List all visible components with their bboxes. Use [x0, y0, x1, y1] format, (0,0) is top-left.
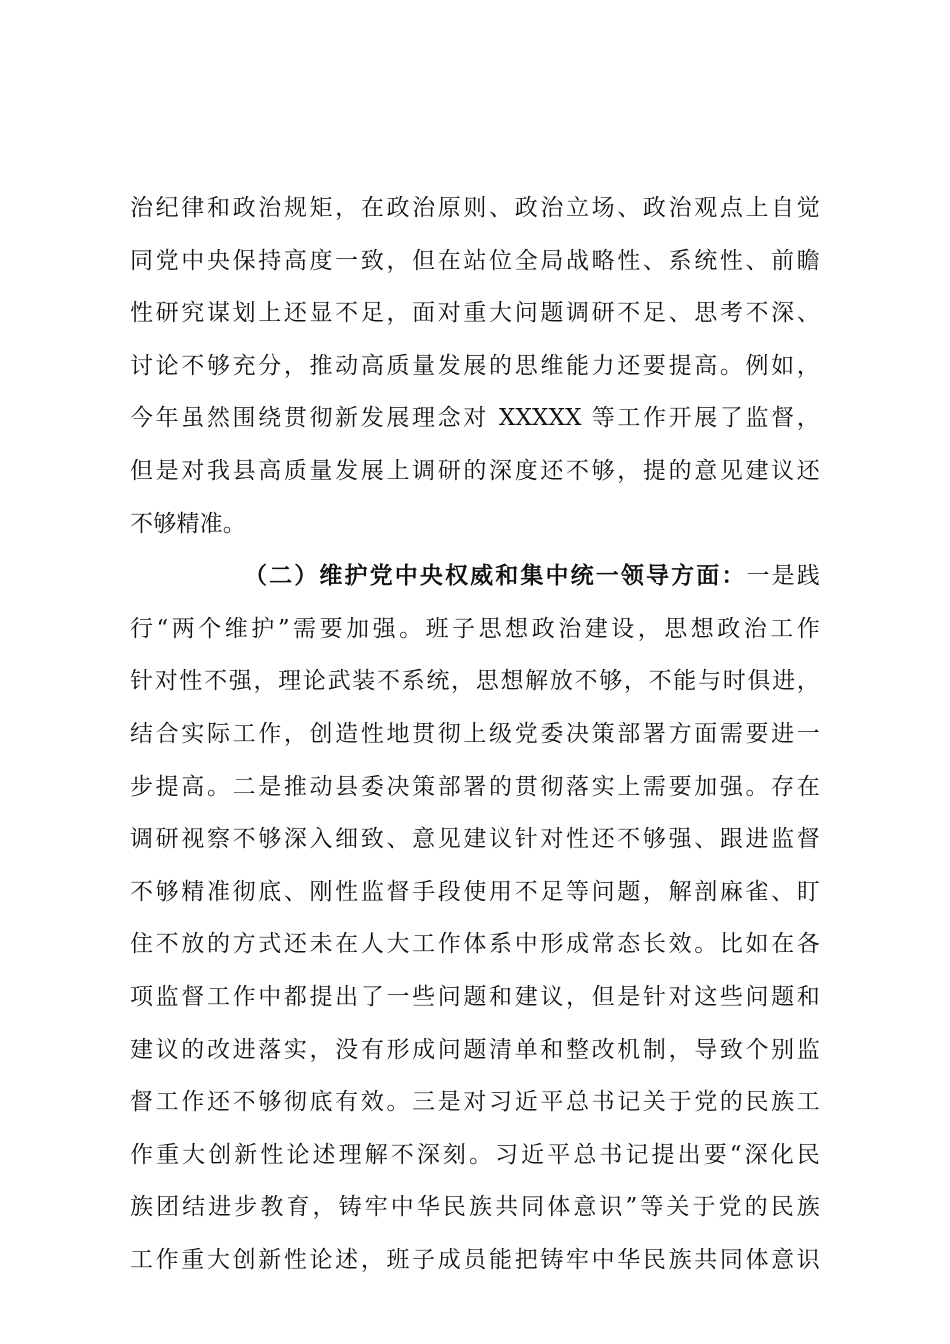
section-heading-line: [130, 550, 820, 603]
text-line-1: 治纪律和政治规矩，在政治原则、政治立场、政治观点上自觉: [130, 195, 820, 221]
text-line-15: 住不放的方式还未在人大工作体系中形成常态长效。比如在各: [130, 931, 820, 958]
text-line-6: 但是对我县高质量发展上调研的深度还不够，提的意见建议还: [130, 457, 820, 484]
text-line-18: 督工作还不够彻底有效。三是对习近平总书记关于党的民族工: [130, 1089, 820, 1116]
text-line-5: 今年虽然围绕贯彻新发展理念对 XXXXX 等工作开展了监督，: [130, 405, 820, 432]
text-line-9: 行“两个维护”需要加强。班子思想政治建设，思想政治工作: [130, 615, 820, 642]
text-line-19: 作重大创新性论述理解不深刻。习近平总书记提出要“深化民: [130, 1141, 820, 1168]
text-line-21: 工作重大创新性论述，班子成员能把铸牢中华民族共同体意识: [130, 1246, 820, 1273]
text-line-3: 性研究谋划上还显不足，面对重大问题调研不足、思考不深、: [130, 300, 820, 327]
text-line-14: 不够精准彻底、刚性监督手段使用不足等问题，解剖麻雀、盯: [130, 878, 820, 905]
text-line-16: 项监督工作中都提出了一些问题和建议，但是针对这些问题和: [130, 983, 820, 1010]
text-line-7: 不够精准。: [130, 510, 246, 537]
text-line-2: 同党中央保持高度一致，但在站位全局战略性、系统性、前瞻: [130, 247, 820, 274]
section-heading-title: （二）维护党中央权威和集中统一领导方面：: [244, 562, 747, 590]
text-line-12: 步提高。二是推动县委决策部署的贯彻落实上需要加强。存在: [130, 773, 820, 800]
body-text: [130, 182, 820, 1286]
section-heading-continuation: 一是践: [746, 563, 821, 590]
text-line-13: 调研视察不够深入细致、意见建议针对性还不够强、跟进监督: [130, 826, 820, 853]
text-line-20: 族团结进步教育，铸牢中华民族共同体意识”等关于党的民族: [130, 1194, 820, 1221]
text-line-10: 针对性不强，理论武装不系统，思想解放不够，不能与时俱进，: [130, 668, 820, 695]
text-line-17: 建议的改进落实，没有形成问题清单和整改机制，导致个别监: [130, 1036, 820, 1063]
text-line-4: 讨论不够充分，推动高质量发展的思维能力还要提高。例如，: [130, 352, 820, 379]
text-line-11: 结合实际工作，创造性地贯彻上级党委决策部署方面需要进一: [130, 720, 820, 747]
